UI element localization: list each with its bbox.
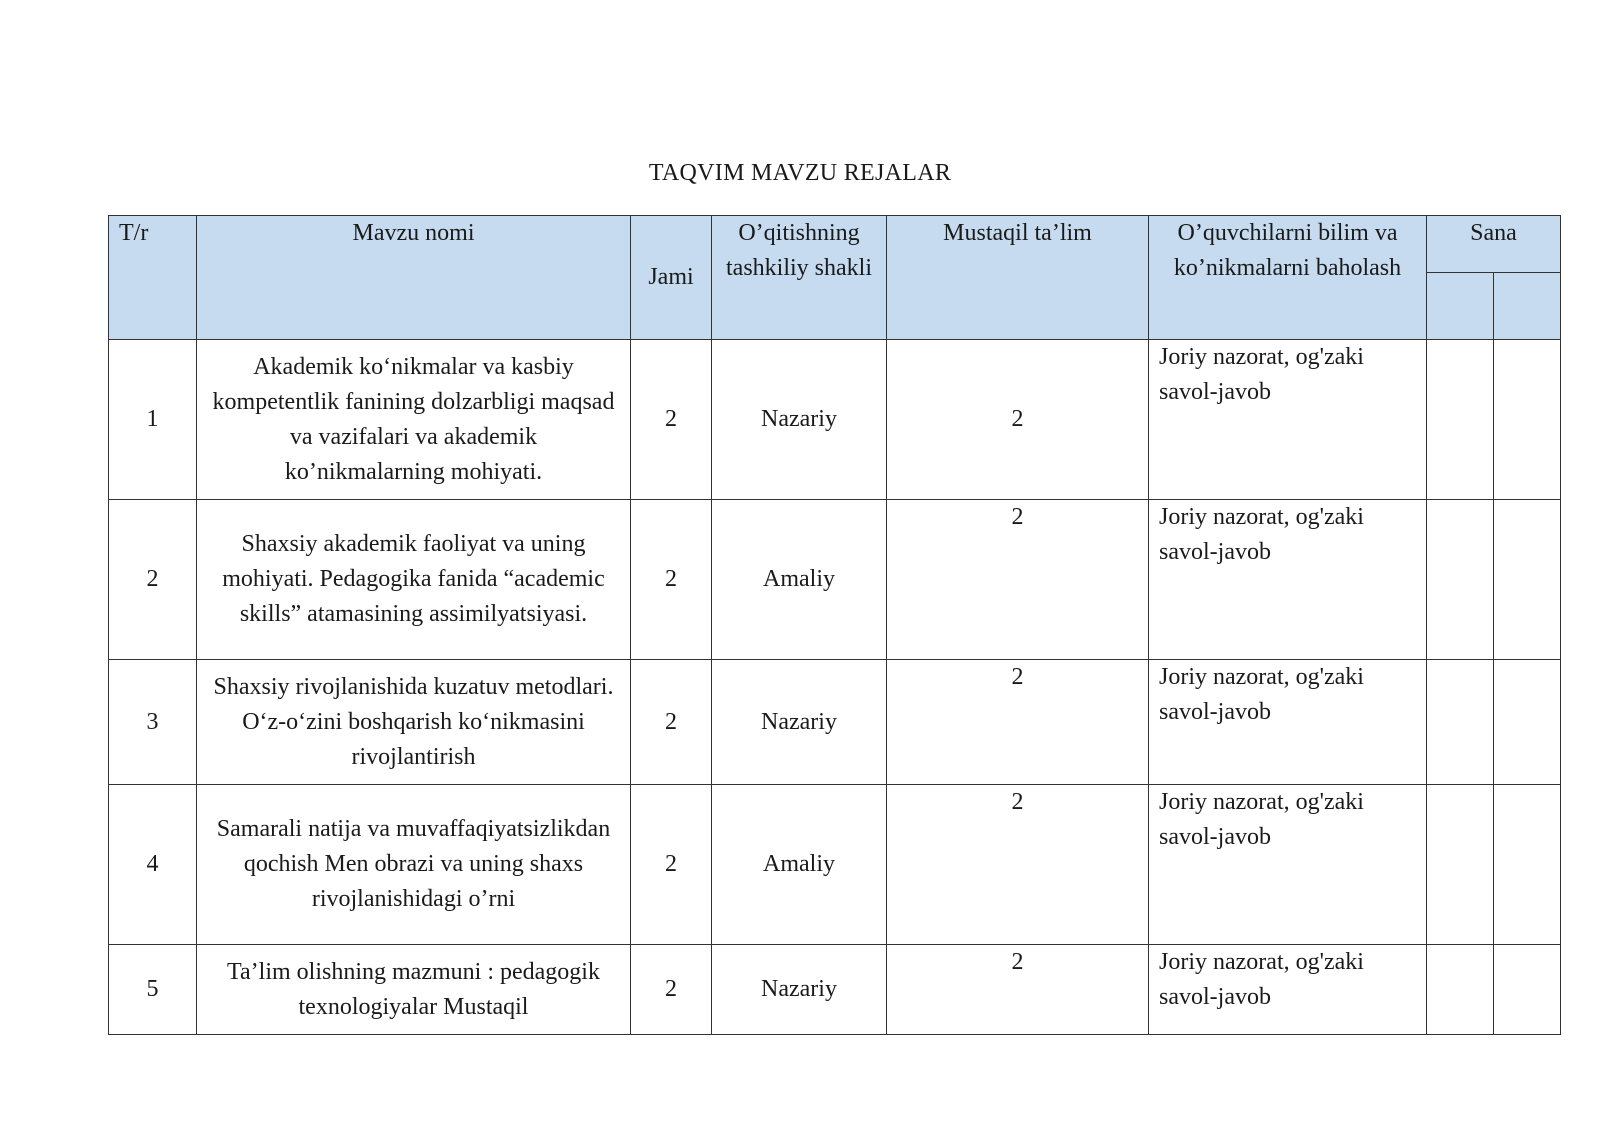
header-mavzu: Mavzu nomi <box>197 216 631 340</box>
calendar-plan-table <box>108 215 1561 1035</box>
header-mustaqil: Mustaqil ta’lim <box>887 216 1149 340</box>
header-sana-sub-2 <box>1494 273 1561 340</box>
table-row <box>109 785 1561 945</box>
cell-jami: 2 <box>631 785 712 945</box>
cell-sana-2 <box>1494 340 1561 500</box>
cell-tr: 5 <box>109 945 197 1035</box>
cell-mustaqil: 2 <box>887 500 1149 660</box>
cell-mustaqil: 2 <box>887 340 1149 500</box>
cell-sana-1 <box>1427 340 1494 500</box>
cell-shakl: Nazariy <box>712 340 887 500</box>
cell-mustaqil: 2 <box>887 785 1149 945</box>
cell-tr: 2 <box>109 500 197 660</box>
cell-mavzu: Akademik ko‘nikmalar va kasbiy kompetentlik fanining dolzarbligi maqsad va vazifalari va akademik ko’nikmalarning mohiyati. <box>197 340 631 500</box>
cell-sana-1 <box>1427 660 1494 785</box>
cell-mavzu: Shaxsiy akademik faoliyat va uning mohiyati. Pedagogika fanida “academic skills” atamasining assimilyatsiyasi. <box>197 500 631 660</box>
cell-jami: 2 <box>631 500 712 660</box>
header-tr: T/r <box>109 216 197 340</box>
page-title: TAQVIM MAVZU REJALAR <box>648 160 952 186</box>
table-row <box>109 500 1561 660</box>
header-shakl: O’qitishning tashkiliy shakli <box>712 216 887 340</box>
cell-mustaqil: 2 <box>887 945 1149 1035</box>
cell-baholash: Joriy nazorat, og'zaki savol-javob <box>1149 500 1427 660</box>
header-row <box>109 216 1561 273</box>
table-row <box>109 945 1561 1035</box>
cell-mavzu: Shaxsiy rivojlanishida kuzatuv metodlari. O‘z-o‘zini boshqarish ko‘nikmasini rivojlantirish <box>197 660 631 785</box>
cell-shakl: Nazariy <box>712 660 887 785</box>
table-row <box>109 340 1561 500</box>
cell-baholash: Joriy nazorat, og'zaki savol-javob <box>1149 340 1427 500</box>
cell-sana-2 <box>1494 945 1561 1035</box>
cell-jami: 2 <box>631 340 712 500</box>
table-row <box>109 660 1561 785</box>
header-baholash: O’quvchilarni bilim va ko’nikmalarni baholash <box>1149 216 1427 340</box>
cell-jami: 2 <box>631 660 712 785</box>
cell-shakl: Amaliy <box>712 785 887 945</box>
cell-sana-2 <box>1494 660 1561 785</box>
cell-tr: 3 <box>109 660 197 785</box>
cell-baholash: Joriy nazorat, og'zaki savol-javob <box>1149 785 1427 945</box>
cell-sana-1 <box>1427 945 1494 1035</box>
cell-sana-2 <box>1494 785 1561 945</box>
cell-sana-1 <box>1427 785 1494 945</box>
header-sana: Sana <box>1427 216 1561 273</box>
cell-baholash: Joriy nazorat, og'zaki savol-javob <box>1149 660 1427 785</box>
cell-sana-2 <box>1494 500 1561 660</box>
cell-sana-1 <box>1427 500 1494 660</box>
cell-tr: 4 <box>109 785 197 945</box>
cell-mavzu: Ta’lim olishning mazmuni : pedagogik texnologiyalar Mustaqil <box>197 945 631 1035</box>
cell-baholash: Joriy nazorat, og'zaki savol-javob <box>1149 945 1427 1035</box>
header-sana-sub-1 <box>1427 273 1494 340</box>
cell-mustaqil: 2 <box>887 660 1149 785</box>
cell-jami: 2 <box>631 945 712 1035</box>
header-jami: Jami <box>631 216 712 340</box>
cell-shakl: Nazariy <box>712 945 887 1035</box>
cell-mavzu: Samarali natija va muvaffaqiyatsizlikdan qochish Men obrazi va uning shaxs rivojlanishidagi o’rni <box>197 785 631 945</box>
cell-shakl: Amaliy <box>712 500 887 660</box>
cell-tr: 1 <box>109 340 197 500</box>
